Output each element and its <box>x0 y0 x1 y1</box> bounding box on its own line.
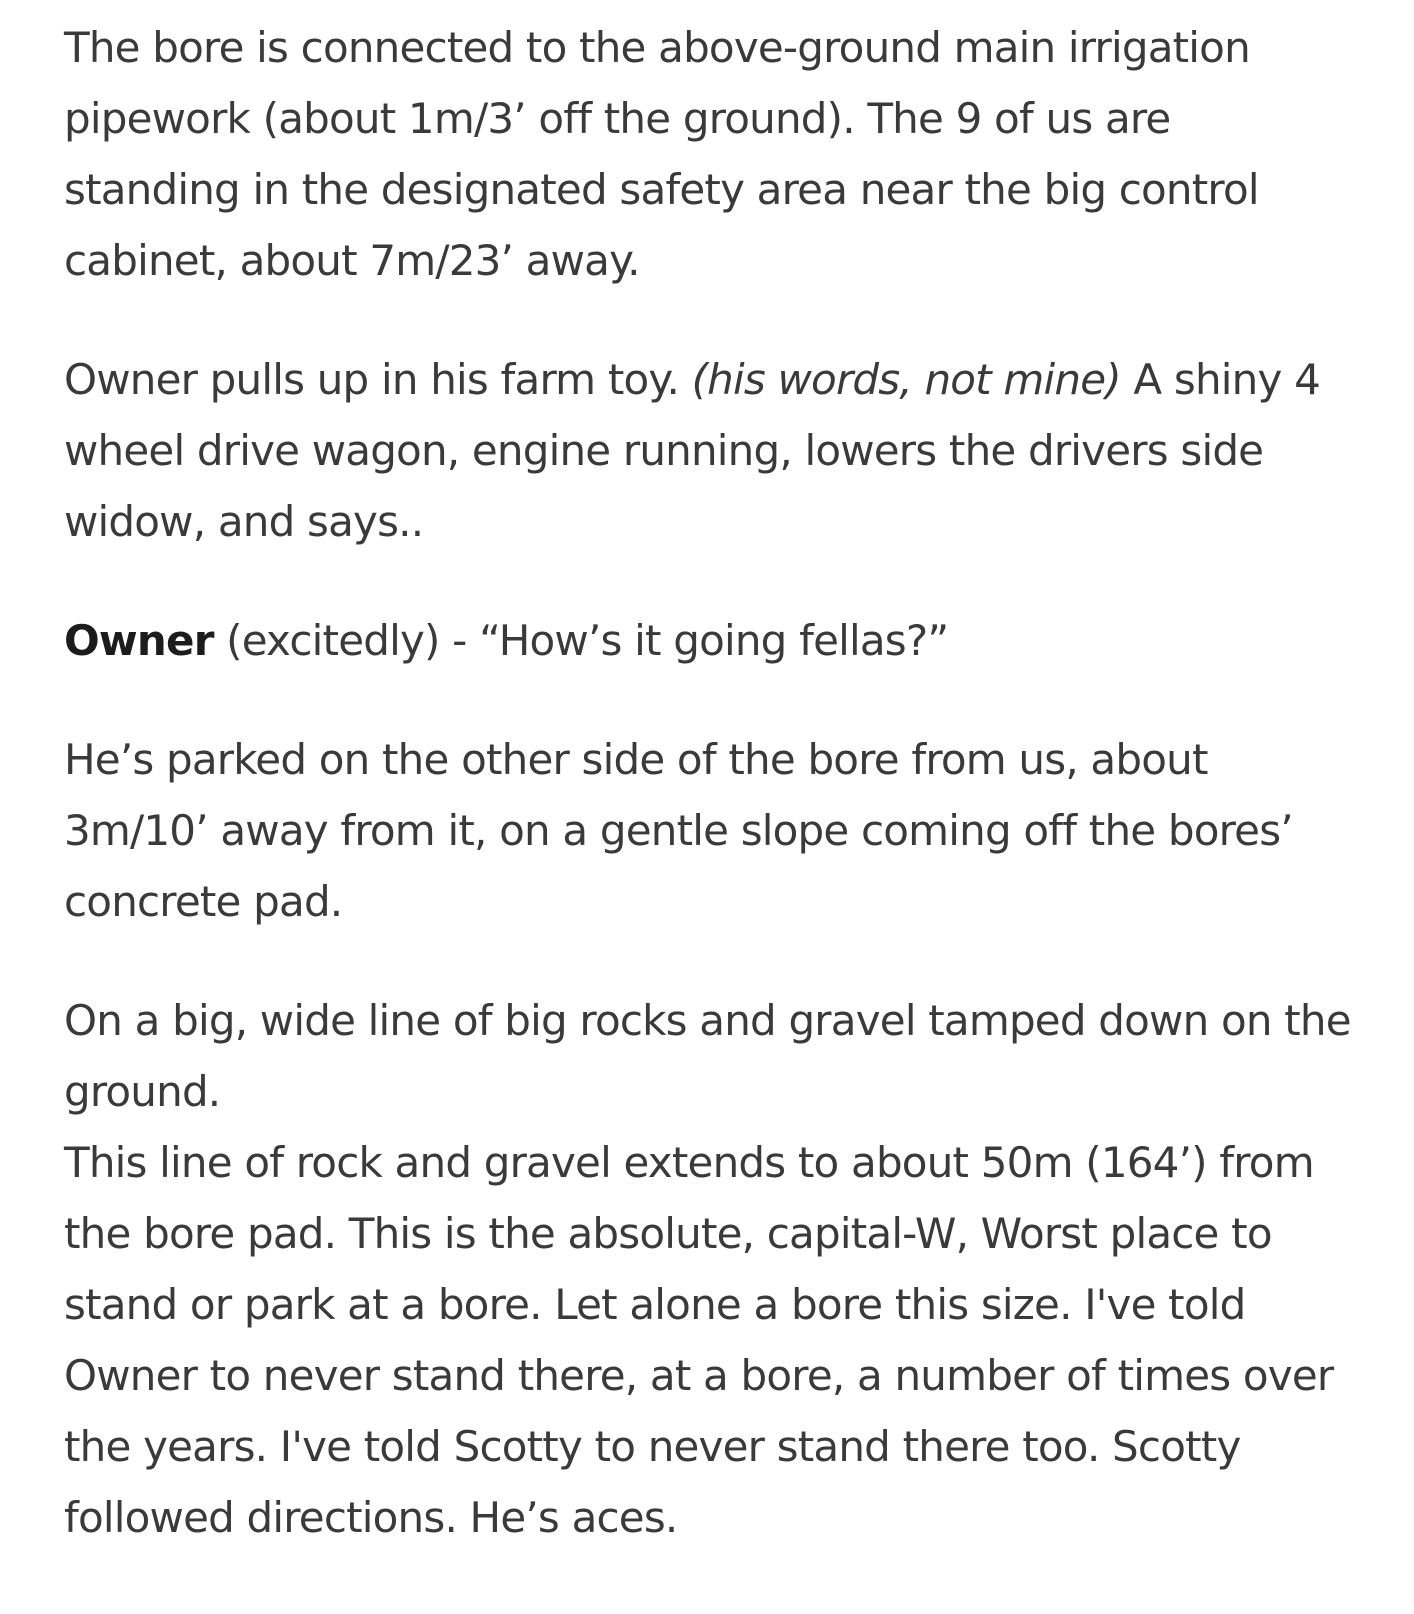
paragraph-4: He’s parked on the other side of the bore from us, about 3m/10’ away from it, on a gentle slope coming off the bores’ concrete pad. <box>64 735 1293 926</box>
paragraph-5 <box>64 985 1354 1553</box>
paragraph-2-text-after: A shiny 4 wheel drive wagon, engine running, lowers the drivers side widow, and says.. <box>64 355 1320 546</box>
paragraph-2-text-before: Owner pulls up in his farm toy. <box>64 355 680 404</box>
paragraph-2-italic-aside: (his words, not mine) <box>691 355 1121 404</box>
speaker-dialogue: (excitedly) - “How’s it going fellas?” <box>226 616 949 665</box>
paragraph-5-line-1: On a big, wide line of big rocks and gravel tamped down on the ground. <box>64 996 1351 1116</box>
paragraph-3 <box>64 605 1354 676</box>
paragraph-1: The bore is connected to the above-ground main irrigation pipework (about 1m/3’ off the ground). The 9 of us are standing in the designated safety area near the big control cabinet, about 7m/23’ away. <box>64 23 1259 285</box>
post-body <box>64 12 1354 1553</box>
paragraph-2 <box>64 344 1354 557</box>
paragraph-5-line-2: This line of rock and gravel extends to about 50m (164’) from the bore pad. This is the absolute, capital-W, Worst place to stand or park at a bore. Let alone a bore this size. I've told Owner to never stand there, at a bore, a number of times over the years. I've told Scotty to never stand there too. Scotty followed directions. He’s aces. <box>64 1138 1334 1542</box>
speaker-name: Owner <box>64 616 214 665</box>
